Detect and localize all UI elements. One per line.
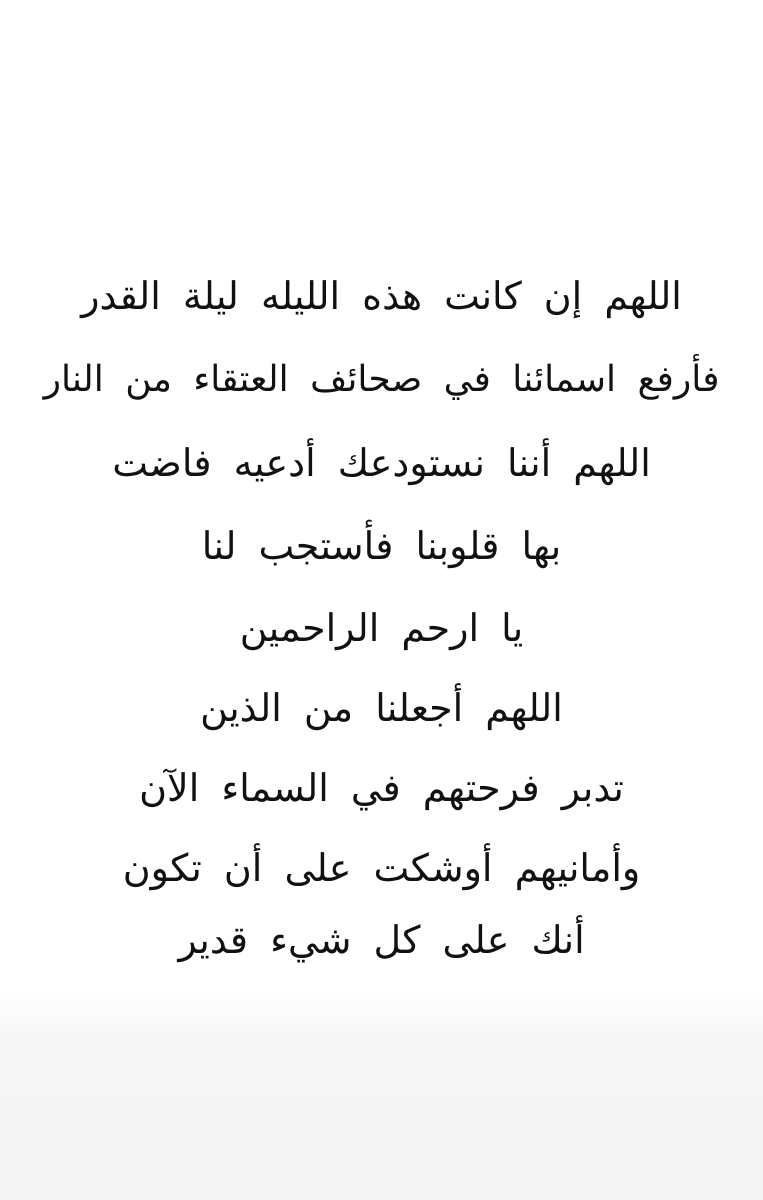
poem-line: تدبر فرحتهم في السماء الآن [139, 766, 624, 810]
poem-line: فأرفع اسمائنا في صحائف العتقاء من النار [43, 359, 720, 400]
poem-line: اللهم أننا نستودعك أدعيه فاضت [112, 441, 651, 485]
poem-line: أنك على كل شيء قدير [178, 918, 585, 962]
poem-line: اللهم إن كانت هذه الليله ليلة القدر [81, 274, 682, 318]
poem-line: بها قلوبنا فأستجب لنا [201, 524, 562, 568]
poem-line: وأمانيهم أوشكت على أن تكون [122, 846, 641, 890]
poem-line: يا ارحم الراحمين [239, 606, 524, 650]
poem-line: اللهم أجعلنا من الذين [200, 686, 563, 730]
